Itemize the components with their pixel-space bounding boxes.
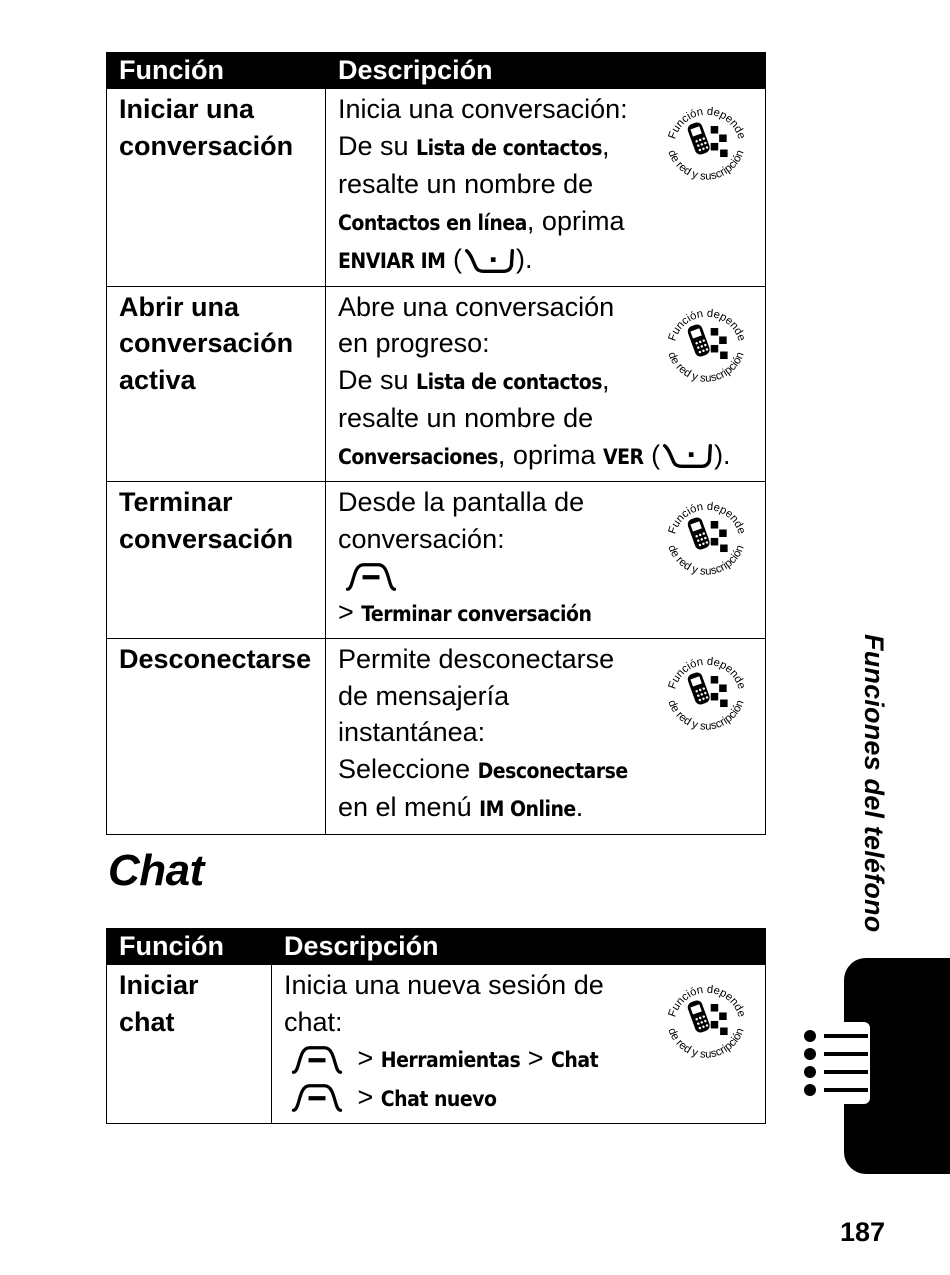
list-menu-icon — [802, 1018, 874, 1108]
network-dependent-feature-icon — [659, 297, 753, 391]
menu-key-icon — [284, 1044, 350, 1076]
table-header-row — [107, 53, 766, 89]
soft-key-icon — [660, 442, 714, 470]
header-function: Función — [107, 53, 326, 89]
table-row — [107, 965, 766, 1124]
function-name: Desconectarse — [107, 639, 326, 835]
function-name: Iniciar chat — [107, 965, 272, 1124]
table-header-row — [107, 929, 766, 965]
chapter-side-title: Funciones del teléfono — [859, 634, 889, 933]
header-function: Función — [107, 929, 272, 965]
features-table-chat — [106, 928, 766, 1124]
header-description: Descripción — [272, 929, 766, 965]
chapter-tab — [844, 958, 950, 1174]
function-description: Desde la pantalla de conversación: > Terminar conversación — [326, 482, 766, 639]
header-description: Descripción — [326, 53, 766, 89]
table-row — [107, 639, 766, 835]
menu-key-icon — [338, 561, 404, 593]
function-description: Inicia una conversación: De su Lista de contactos, resalte un nombre de Contactos en línea, oprima ENVIAR IM ( ). — [326, 89, 766, 287]
table-row — [107, 286, 766, 482]
function-description: Permite desconectarse de mensajería instantánea: Seleccione Desconectarse en el menú IM Online. — [326, 639, 766, 835]
function-description: Abre una conversación en progreso: De su Lista de contactos, resalte un nombre de Conversaciones, oprima VER ( ). — [326, 286, 766, 482]
menu-key-icon — [284, 1082, 350, 1114]
section-title: Chat — [108, 846, 204, 895]
function-name: Iniciar una conversación — [107, 89, 326, 287]
function-description: Inicia una nueva sesión de chat: > Herramientas > Chat > Chat nuevo — [272, 965, 766, 1124]
soft-key-icon — [462, 247, 516, 275]
network-dependent-feature-icon — [659, 645, 753, 739]
function-name: Abrir una conversación activa — [107, 286, 326, 482]
network-dependent-feature-icon — [659, 95, 753, 189]
network-dependent-feature-icon — [659, 490, 753, 584]
features-table-im — [106, 52, 766, 835]
network-dependent-feature-icon — [659, 973, 753, 1067]
page-number: 187 — [840, 1217, 886, 1247]
table-row — [107, 482, 766, 639]
table-row — [107, 89, 766, 287]
function-name: Terminar conversación — [107, 482, 326, 639]
